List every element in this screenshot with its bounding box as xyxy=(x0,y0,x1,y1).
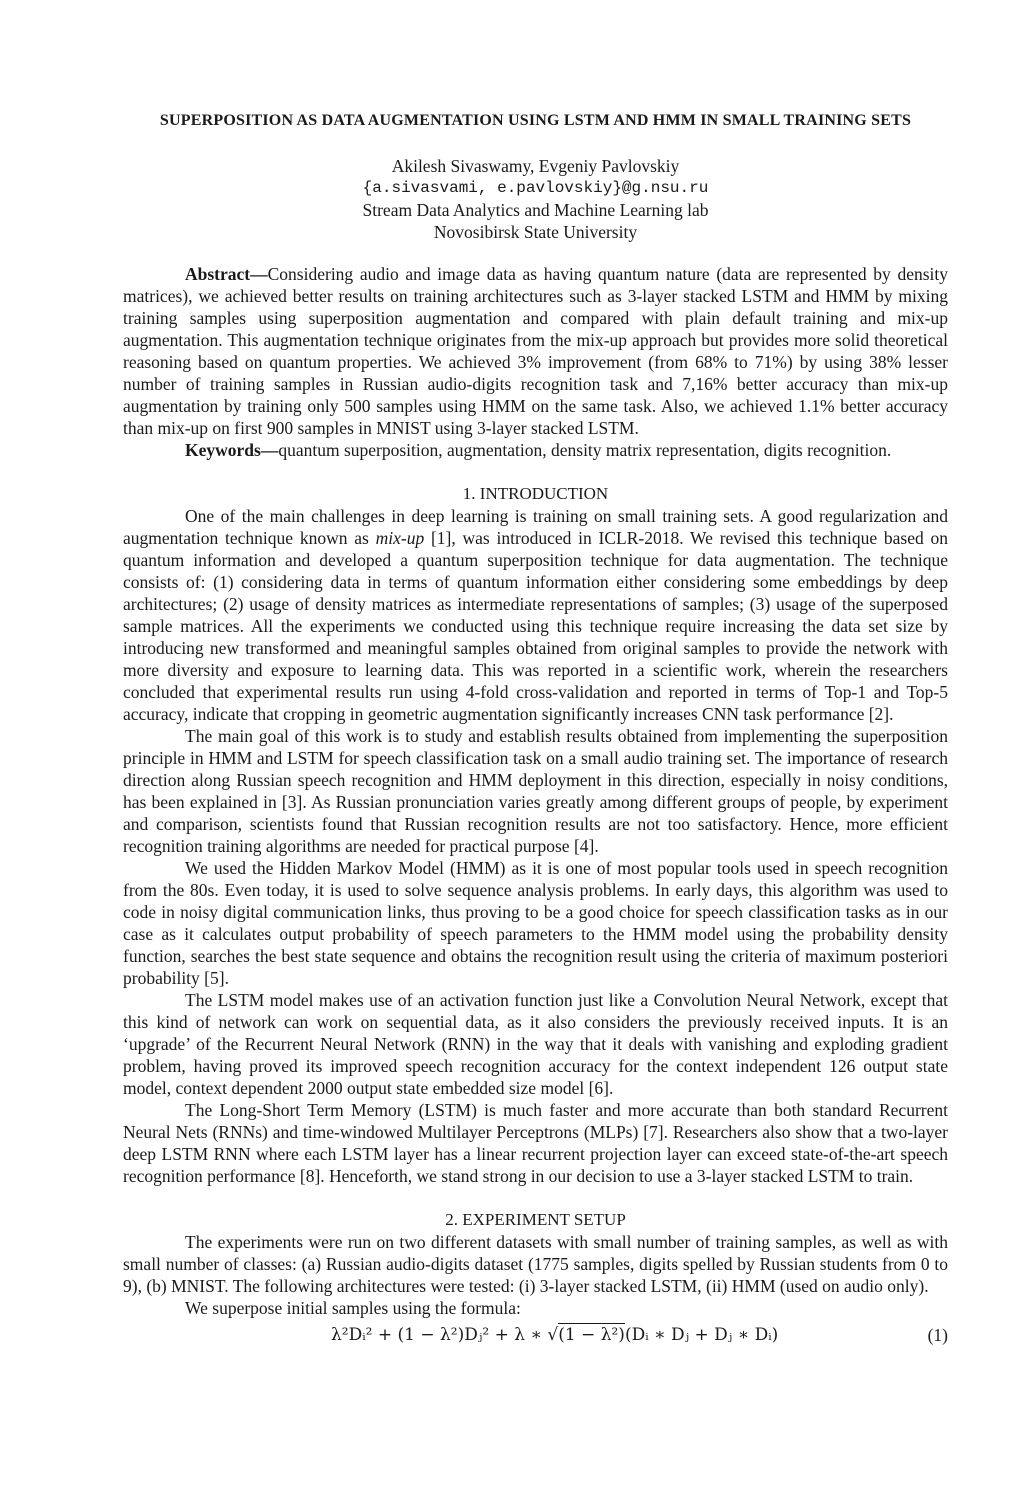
intro-paragraph-4: The LSTM model makes use of an activation function just like a Convolution Neural Network, except that this kind of network can work on sequential data, as it also considers the previously received inputs. It is an ‘upgrade’ of the Recurrent Neural Network (RNN) in the way that it deals with vanishing and exploding gradient problem, having proved its improved speech recognition accuracy for the context independent 126 output state model, context dependent 2000 output state embedded size model [6]. xyxy=(123,990,948,1098)
author-names: Akilesh Sivaswamy, Evgeniy Pavlovskiy xyxy=(391,156,680,176)
intro-paragraph-3: We used the Hidden Markov Model (HMM) as it is one of most popular tools used in speech recognition from the 80s. Even today, it is used to solve sequence analysis problems. In early days, this algorithm was used to code in noisy digital communication links, thus proving to be a good choice for speech classification tasks as in our case as it calculates output probability of speech parameters to the HMM model using the probability density function, searches the best state sequence and obtains the recognition result using the criteria of maximum posteriori probability [5]. xyxy=(123,858,948,988)
paper-title: SUPERPOSITION AS DATA AUGMENTATION USING LSTM AND HMM IN SMALL TRAINING SETS xyxy=(159,112,912,129)
setup-paragraph-2: We superpose initial samples using the formula: xyxy=(185,1298,521,1318)
formula-sqrt-arg: (1 − λ²) xyxy=(558,1325,625,1345)
formula-lhs: λ²Dᵢ² + (1 − λ²)Dⱼ² + λ ∗ xyxy=(331,1325,542,1345)
abstract-block xyxy=(123,263,948,461)
intro-paragraph-2: The main goal of this work is to study and establish results obtained from implementing the superposition principle in HMM and LSTM for speech classification task on a small audio training set. The importance of research direction along Russian speech recognition and HMM deployment in this direction, especially in noisy conditions, has been explained in [3]. As Russian pronunciation varies greatly among different groups of people, by experiment and comparison, scientists found that Russian recognition results are not too satisfactory. Hence, more efficient recognition training algorithms are needed for practical purpose [4]. xyxy=(123,726,948,856)
setup-paragraph-1: The experiments were run on two different datasets with small number of training samples, as well as with small number of classes: (a) Russian audio-digits dataset (1775 samples, digits spelled by Russian students from 0 to 9), (b) MNIST. The following architectures were tested: (i) 3-layer stacked LSTM, (ii) HMM (used on audio only). xyxy=(123,1232,948,1296)
mixup-term: mix-up xyxy=(375,528,425,548)
keywords-text: quantum superposition, augmentation, density matrix representation, digits recognition. xyxy=(278,440,892,460)
abstract-text: Considering audio and image data as having quantum nature (data are represented by density matrices), we achieved better results on training architectures such as 3-layer stacked LSTM and HMM by mixing training samples using superposition augmentation and compared with plain default training and mix-up augmentation. This augmentation technique originates from the mix-up approach but provides more solid theoretical reasoning based on quantum properties. We achieved 3% improvement (from 68% to 71%) by using 38% lesser number of training samples in Russian audio-digits recognition task and 7,16% better accuracy than mix-up augmentation by training only 500 samples using HMM on the same task. Also, we achieved 1.1% better accuracy than mix-up on first 900 samples in MNIST using 3-layer stacked LSTM. xyxy=(123,264,948,438)
section-heading-experiment-setup: 2. EXPERIMENT SETUP xyxy=(445,1210,626,1229)
abstract-label: Abstract— xyxy=(185,264,268,284)
equation-number: (1) xyxy=(927,1325,948,1345)
superposition-formula: λ²Dᵢ² + (1 − λ²)Dⱼ² + λ ∗ √(1 − λ²)(Dᵢ ∗ Dⱼ + Dⱼ ∗ Dᵢ) xyxy=(331,1325,779,1345)
author-lab: Stream Data Analytics and Machine Learning lab xyxy=(362,200,709,220)
author-block xyxy=(123,155,948,243)
section-heading-introduction: 1. INTRODUCTION xyxy=(462,484,609,503)
intro-paragraph-1: One of the main challenges in deep learning is training on small training sets. A good regularization and augmentation technique known as mix-up [1], was introduced in ICLR-2018. We revised this technique based on quantum information and developed a quantum superposition technique for data augmentation. The technique consists of: (1) considering data in terms of quantum information either considering some embeddings by deep architectures; (2) usage of density matrices as intermediate representations of samples; (3) usage of the superposed sample matrices. All the experiments we conducted using this technique require increasing the data set size by introducing new transformed and meaningful samples obtained from original samples to provide the network with more diversity and exposure to learning data. This was reported in a scientific work, wherein the researchers concluded that experimental results run using 4-fold cross-validation and reported in terms of Top-1 and Top-5 accuracy, indicate that cropping in geometric augmentation significantly increases CNN task performance [2]. xyxy=(123,506,948,724)
intro-paragraph-5: The Long-Short Term Memory (LSTM) is much faster and more accurate than both standard Recurrent Neural Nets (RNNs) and time-windowed Multilayer Perceptrons (MLPs) [7]. Researchers also show that a two-layer deep LSTM RNN where each LSTM layer has a linear recurrent projection layer can exceed state-of-the-art speech recognition performance [8]. Henceforth, we stand strong in our decision to use a 3-layer stacked LSTM to train. xyxy=(123,1100,948,1186)
formula-rhs: (Dᵢ ∗ Dⱼ + Dⱼ ∗ Dᵢ) xyxy=(624,1325,779,1345)
author-university: Novosibirsk State University xyxy=(433,222,638,242)
author-emails: {a.sivasvami, e.pavlovskiy}@g.nsu.ru xyxy=(362,179,709,197)
keywords-label: Keywords— xyxy=(185,440,279,460)
keywords-paragraph xyxy=(123,439,948,461)
equation-1 xyxy=(123,1321,948,1351)
abstract-paragraph xyxy=(123,263,948,439)
